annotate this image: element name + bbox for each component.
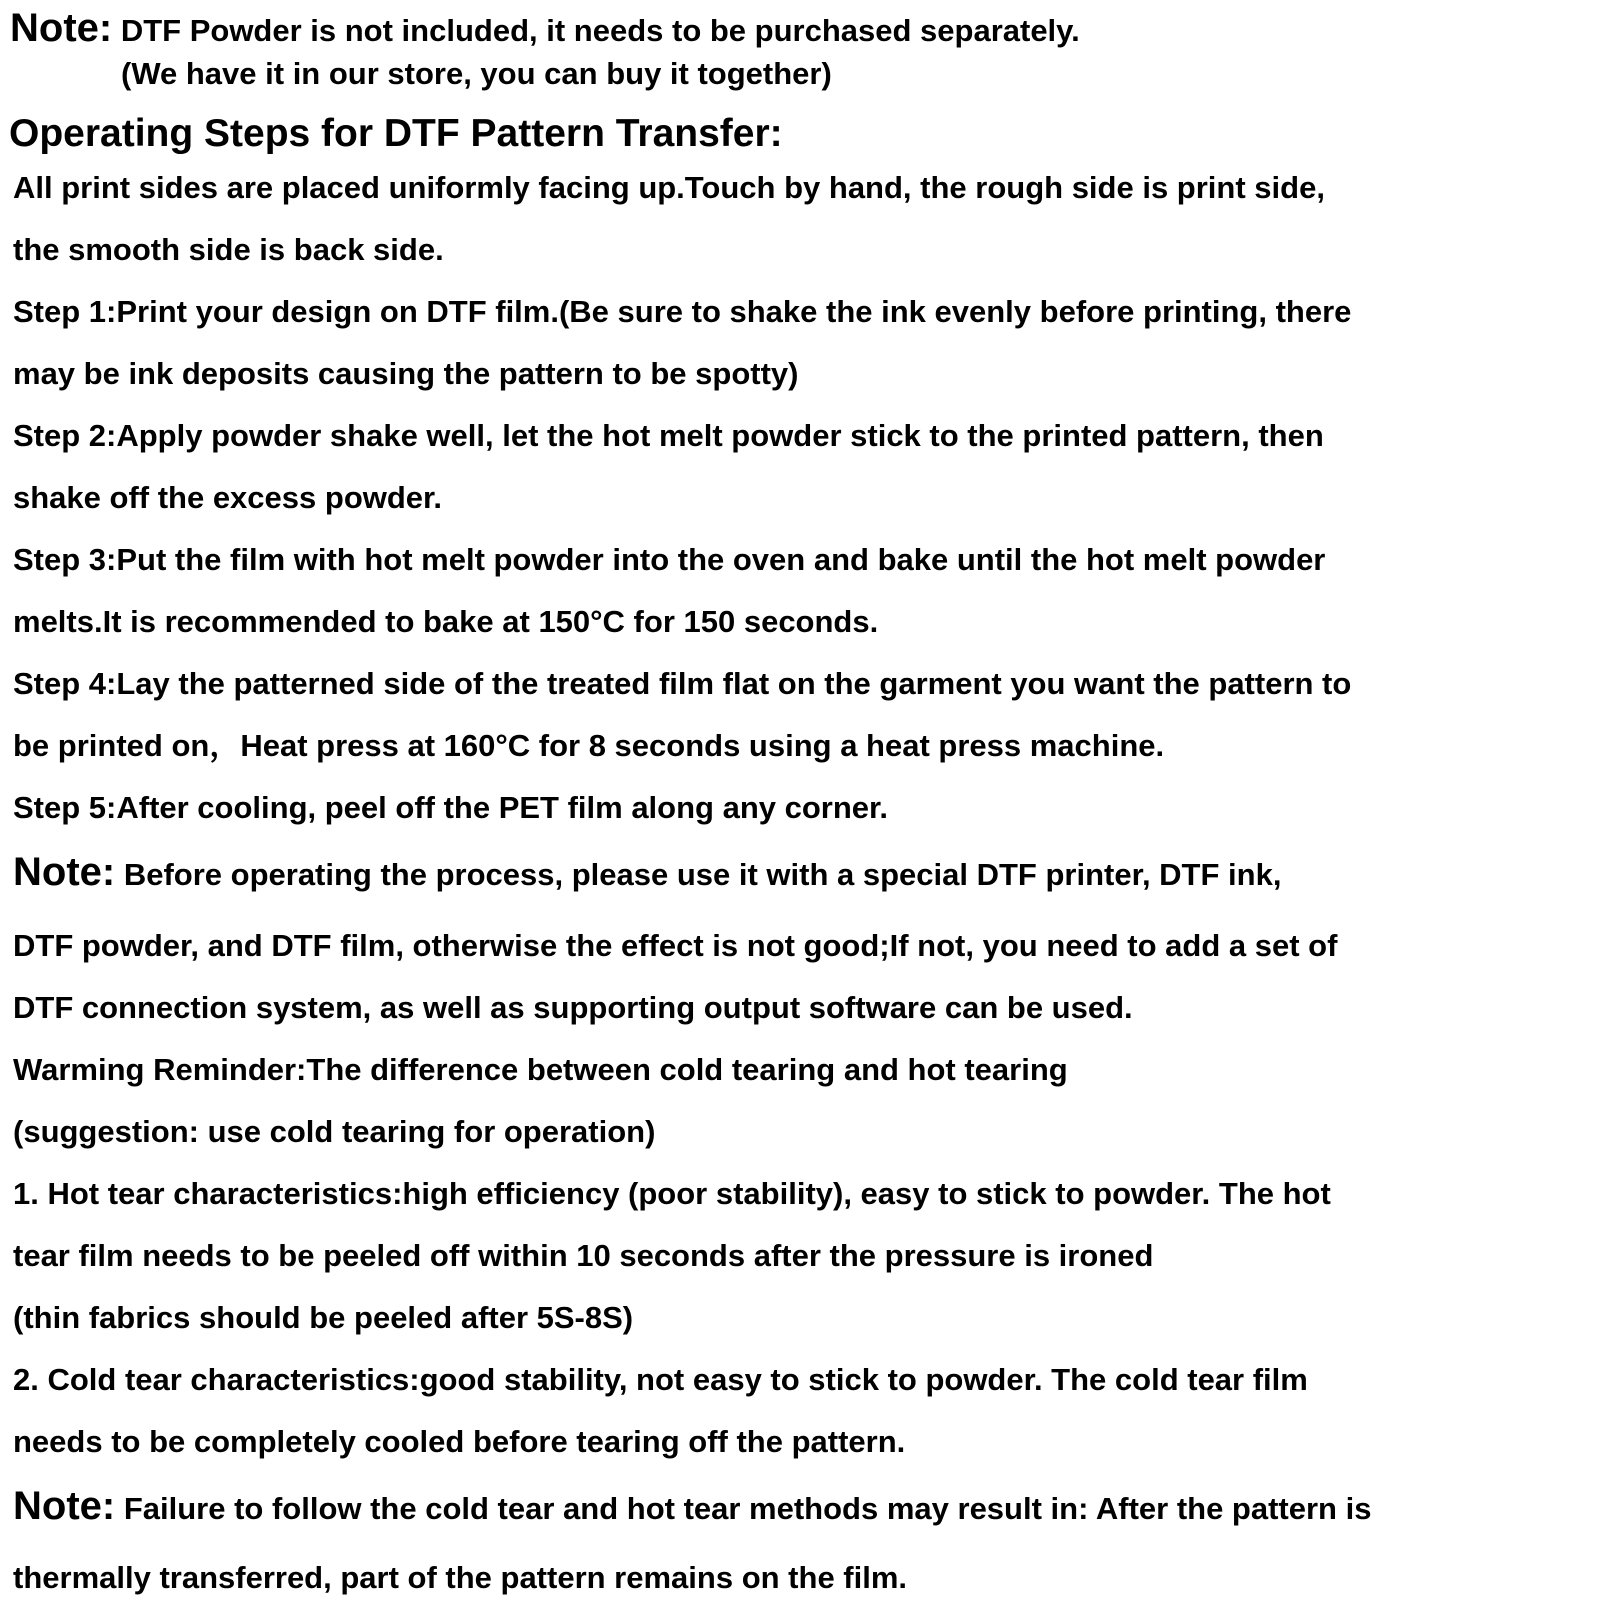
- step-5-line: Step 5:After cooling, peel off the PET film along any corner.: [13, 790, 889, 825]
- step-2-line: Step 2:Apply powder shake well, let the hot melt powder stick to the printed pattern, then: [13, 418, 1324, 453]
- note-label: Note:: [10, 6, 113, 50]
- note-equipment-line: DTF connection system, as well as supporting output software can be used.: [13, 990, 1133, 1025]
- reminder-line: Warming Reminder:The difference between cold tearing and hot tearing: [13, 1052, 1068, 1087]
- step-3-line: melts.It is recommended to bake at 150°C for 150 seconds.: [13, 604, 879, 639]
- note-equipment: [13, 852, 1281, 892]
- hot-tear-line: tear film needs to be peeled off within 10 seconds after the pressure is ironed: [13, 1238, 1154, 1273]
- note-purchase-separately: [10, 8, 1080, 48]
- intro-line: All print sides are placed uniformly facing up.Touch by hand, the rough side is print side,: [13, 170, 1325, 205]
- step-3-line: Step 3:Put the film with hot melt powder into the oven and bake until the hot melt powder: [13, 542, 1326, 577]
- note-failure: [13, 1486, 1371, 1526]
- note-failure-line: thermally transferred, part of the pattern remains on the film.: [13, 1560, 908, 1595]
- step-1-line: may be ink deposits causing the pattern to be spotty): [13, 356, 799, 391]
- hot-tear-line: 1. Hot tear characteristics:high efficiency (poor stability), easy to stick to powder. The hot: [13, 1176, 1331, 1211]
- note-equipment-line: DTF powder, and DTF film, otherwise the effect is not good;If not, you need to add a set of: [13, 928, 1338, 963]
- note-text: Failure to follow the cold tear and hot tear methods may result in: After the pattern is: [115, 1491, 1372, 1526]
- section-heading: Operating Steps for DTF Pattern Transfer:: [9, 112, 783, 155]
- note-store-hint: (We have it in our store, you can buy it together): [121, 56, 832, 91]
- note-label: Note:: [13, 1484, 116, 1528]
- intro-line: the smooth side is back side.: [13, 232, 444, 267]
- cold-tear-line: 2. Cold tear characteristics:good stability, not easy to stick to powder. The cold tear film: [13, 1362, 1308, 1397]
- reminder-line: (suggestion: use cold tearing for operation): [13, 1114, 656, 1149]
- cold-tear-line: needs to be completely cooled before tearing off the pattern.: [13, 1424, 906, 1459]
- step-4-line: be printed on，Heat press at 160°C for 8 seconds using a heat press machine.: [13, 728, 1165, 763]
- step-2-line: shake off the excess powder.: [13, 480, 443, 515]
- note-label: Note:: [13, 850, 116, 894]
- note-text: Before operating the process, please use it with a special DTF printer, DTF ink,: [115, 857, 1282, 892]
- hot-tear-line: (thin fabrics should be peeled after 5S-8S): [13, 1300, 634, 1335]
- step-4-line: Step 4:Lay the patterned side of the treated film flat on the garment you want the pattern to: [13, 666, 1352, 701]
- step-1-line: Step 1:Print your design on DTF film.(Be sure to shake the ink evenly before printing, there: [13, 294, 1352, 329]
- note-text: DTF Powder is not included, it needs to be purchased separately.: [112, 13, 1080, 48]
